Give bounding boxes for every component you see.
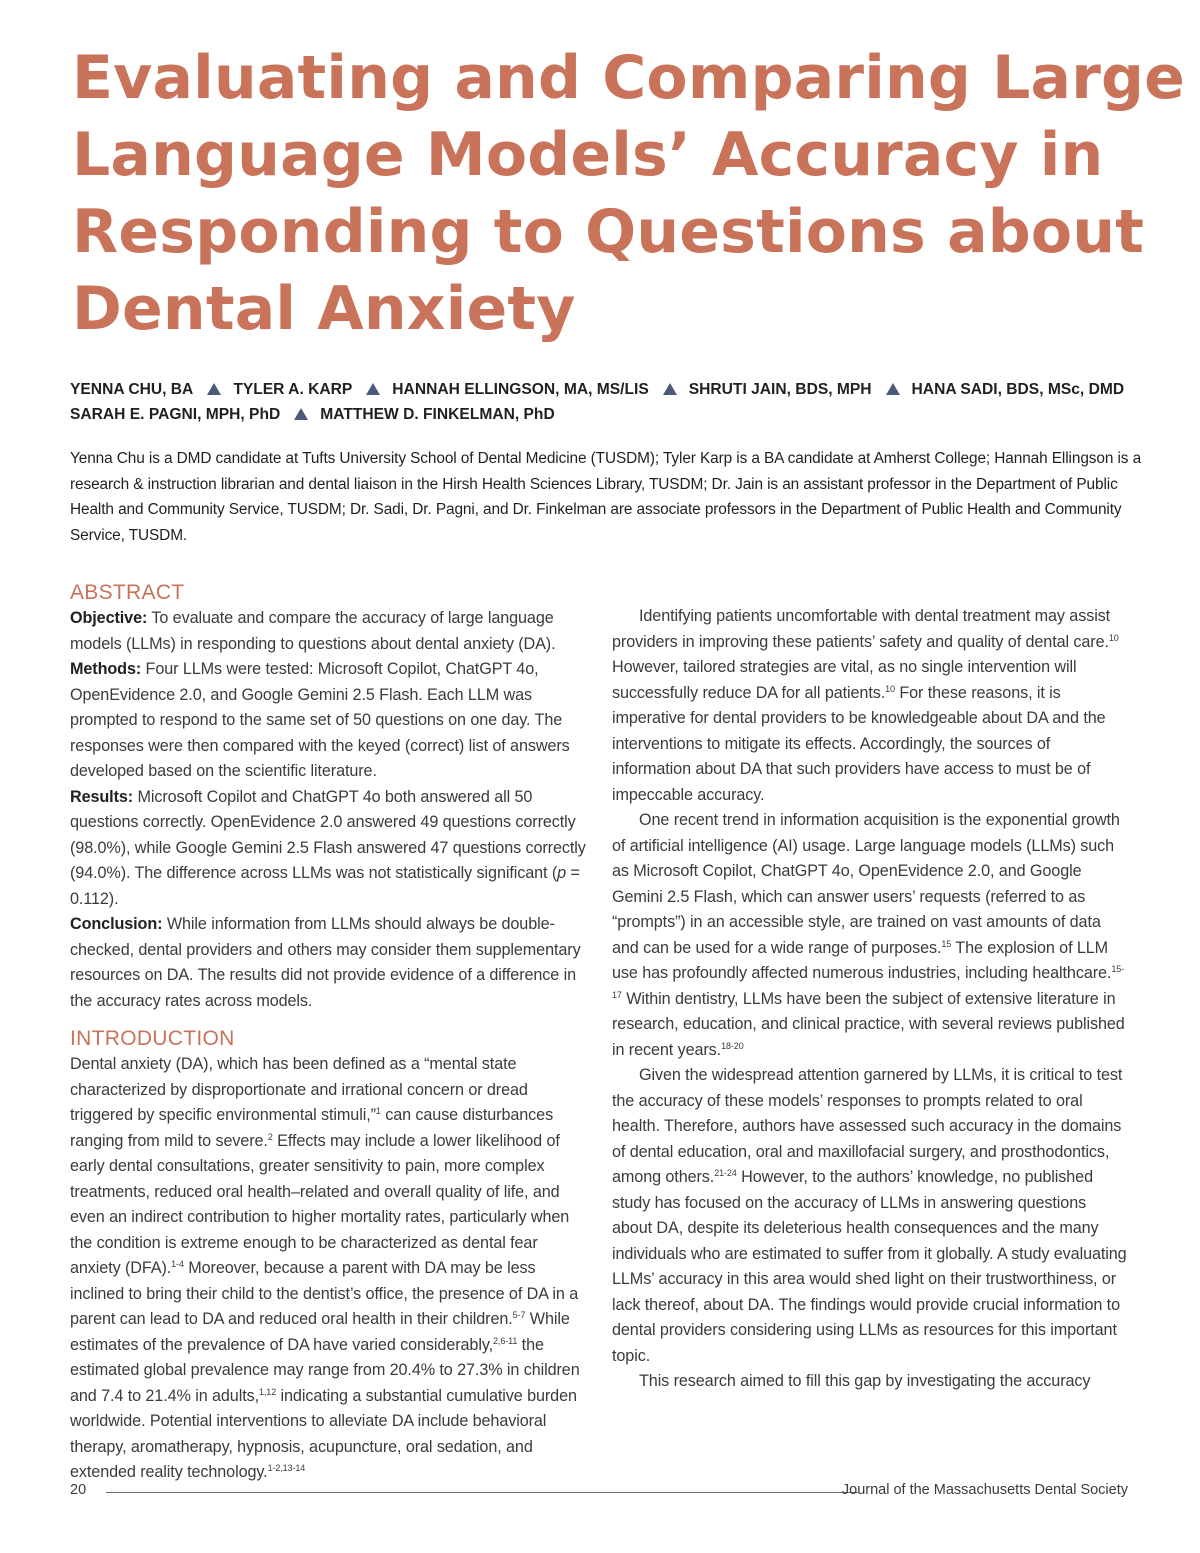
citation: 1-4 bbox=[171, 1259, 184, 1269]
citation: 15 bbox=[941, 938, 952, 949]
author-name: MATTHEW D. FINKELMAN, PhD bbox=[320, 406, 555, 423]
body-text: Moreover, because a parent with DA may be less inclined to bring their child to the dentist’s office, the presence of DA in a parent can lead to DA and reduced oral health in their children. bbox=[70, 1259, 579, 1328]
intro-paragraph bbox=[612, 808, 1130, 1063]
author-name: HANNAH ELLINGSON, MA, MS/LIS bbox=[392, 381, 649, 398]
article-title bbox=[72, 40, 1186, 348]
results-label: Results: bbox=[70, 787, 134, 806]
body-text: indicating a substantial cumulative burden worldwide. Potential interventions to alleviate DA include behavioral therapy, aromatherapy, hypnosis, acupuncture, oral sedation, and extended reality technology. bbox=[70, 1386, 577, 1481]
citation: 2 bbox=[267, 1131, 273, 1142]
author-list bbox=[70, 377, 1170, 427]
body-text: While estimates of the prevalence of DA have varied considerably, bbox=[70, 1310, 570, 1354]
left-column bbox=[70, 580, 590, 1486]
body-text: Given the widespread attention garnered by LLMs, it is critical to test the accuracy of these models’ responses to prompts related to oral health. Therefore, authors have assessed such accuracy in the domains of dental education, oral and maxillofacial surgery, and prosthodontics, among others. bbox=[612, 1066, 1123, 1186]
citation: 5-7 bbox=[512, 1310, 526, 1320]
body-text: However, tailored strategies are vital, as no single intervention will successfully reduce DA for all patients. bbox=[612, 658, 1077, 702]
citation: 21-24 bbox=[714, 1168, 737, 1178]
triangle-separator-icon bbox=[366, 383, 380, 395]
body-text: Within dentistry, LLMs have been the subject of extensive literature in research, education, and clinical practice, with several reviews published in recent years. bbox=[612, 989, 1125, 1059]
triangle-separator-icon bbox=[294, 408, 308, 420]
intro-paragraph bbox=[70, 1052, 590, 1486]
citation: 1-2,13-14 bbox=[267, 1463, 306, 1473]
abstract-results bbox=[70, 785, 590, 913]
citation: 18-20 bbox=[721, 1040, 744, 1051]
journal-name: Journal of the Massachusetts Dental Society bbox=[841, 1482, 1128, 1498]
triangle-separator-icon bbox=[663, 383, 677, 395]
citation: 1 bbox=[375, 1106, 381, 1116]
conclusion-label: Conclusion: bbox=[70, 915, 163, 933]
author-name: SHRUTI JAIN, BDS, MPH bbox=[688, 381, 872, 398]
author-name: TYLER A. KARP bbox=[233, 381, 353, 398]
abstract-conclusion bbox=[70, 912, 590, 1014]
results-text: = 0.112). bbox=[70, 864, 580, 908]
triangle-separator-icon bbox=[886, 383, 900, 395]
conclusion-text: While information from LLMs should always be double-checked, dental providers and others may consider them supplementary resources on DA. The results did not provide evidence of a difference in the accuracy rates across models. bbox=[70, 915, 581, 1010]
abstract-objective bbox=[70, 606, 590, 657]
citation: 15-17 bbox=[612, 964, 1125, 1000]
author-affiliations: Yenna Chu is a DMD candidate at Tufts University School of Dental Medicine (TUSDM); Tyler Karp is a BA candidate at Amherst College; Hannah Ellingson is a research & instruction librarian and dental liaison in the Hirsh Health Sciences Library, TUSDM; Dr. Jain is an assistant professor in the Department of Public Health and Community Service, TUSDM; Dr. Sadi, Dr. Pagni, and Dr. Finkelman are associate professors in the Department of Public Health and Community Service, TUSDM. bbox=[70, 450, 1142, 545]
body-text: the estimated global prevalence may range from 20.4% to 27.3% in children and 7.4 to 21.4% in adults, bbox=[70, 1335, 580, 1405]
objective-label: Objective: bbox=[70, 609, 148, 627]
abstract-methods bbox=[70, 657, 590, 785]
triangle-separator-icon bbox=[207, 383, 221, 395]
title-line: Responding to Questions about bbox=[72, 197, 1145, 267]
body-text: Dental anxiety (DA), which has been defined as a “mental state characterized by disproportionate and irrational concern or dread triggered by specific environmental stimuli,” bbox=[70, 1055, 528, 1124]
citation: 10 bbox=[1108, 632, 1119, 643]
title-line: Evaluating and Comparing Large bbox=[72, 43, 1186, 113]
footer-rule bbox=[106, 1492, 858, 1493]
right-column bbox=[612, 604, 1130, 1395]
body-text: One recent trend in information acquisition is the exponential growth of artificial intelligence (AI) usage. Large language models (LLMs) such as Microsoft Copilot, ChatGPT 4o, OpenEvidence 2.0, and Google Gemini 2.5 Flash, which can answer users’ requests (referred to as “prompts”) in an accessible style, are trained on vast amounts of data and can be used for a wide range of purposes. bbox=[612, 811, 1120, 957]
page-footer bbox=[70, 1482, 1130, 1502]
p-value-symbol: p bbox=[557, 864, 567, 882]
author-name: HANA SADI, BDS, MSc, DMD bbox=[911, 381, 1125, 398]
methods-text: Four LLMs were tested: Microsoft Copilot, ChatGPT 4o, OpenEvidence 2.0, and Google Gemini 2.5 Flash. Each LLM was prompted to respond to the same set of 50 questions on one day. The responses were then compared with the keyed (correct) list of answers developed based on the scientific literature. bbox=[70, 660, 570, 780]
author-name: SARAH E. PAGNI, MPH, PhD bbox=[70, 406, 281, 423]
body-text: Effects may include a lower likelihood of early dental consultations, greater sensitivity to pain, more complex treatments, reduced oral health–related and overall quality of life, and even an indirect contribution to higher mortality rates, particularly when the condition is extreme enough to be characterized as dental fear anxiety (DFA). bbox=[70, 1131, 570, 1277]
title-line: Dental Anxiety bbox=[72, 274, 576, 344]
author-name: YENNA CHU, BA bbox=[70, 381, 194, 398]
body-text: can cause disturbances ranging from mild to severe. bbox=[70, 1106, 554, 1150]
objective-text: To evaluate and compare the accuracy of large language models (LLMs) in responding to questions about dental anxiety (DA). bbox=[70, 609, 556, 653]
page-number: 20 bbox=[70, 1482, 87, 1498]
body-text: Identifying patients uncomfortable with dental treatment may assist providers in improving these patients’ safety and quality of dental care. bbox=[612, 607, 1111, 651]
intro-paragraph: This research aimed to fill this gap by investigating the accuracy bbox=[639, 1372, 1091, 1390]
body-text: However, to the authors’ knowledge, no published study has focused on the accuracy of LLMs in answering questions about DA, despite its deleterious health consequences and the many individuals who are estimated to suffer from it globally. A study evaluating LLMs’ accuracy in this area would shed light on their trustworthiness, or lack thereof, about DA. The findings would provide crucial information to dental providers considering using LLMs as resources for this important topic. bbox=[612, 1168, 1127, 1365]
results-text: Microsoft Copilot and ChatGPT 4o both answered all 50 questions correctly. OpenEvidence 2.0 answered 49 questions correctly (98.0%), while Google Gemini 2.5 Flash answered 47 questions correctly (94.0%). The difference across LLMs was not statistically significant ( bbox=[70, 787, 586, 882]
abstract-heading: ABSTRACT bbox=[70, 581, 185, 604]
title-line: Language Models’ Accuracy in bbox=[72, 120, 1104, 190]
methods-label: Methods: bbox=[70, 660, 142, 678]
body-text: The explosion of LLM use has profoundly affected numerous industries, including healthcare. bbox=[612, 938, 1112, 982]
body-text: For these reasons, it is imperative for dental providers to be knowledgeable about DA and the interventions to mitigate its effects. Accordingly, the sources of information about DA that such providers have access to must be of impeccable accuracy. bbox=[612, 683, 1106, 804]
intro-paragraph bbox=[612, 1063, 1130, 1369]
citation: 2,6-11 bbox=[493, 1335, 518, 1346]
intro-paragraph bbox=[612, 604, 1130, 808]
citation: 10 bbox=[885, 683, 895, 694]
citation: 1,12 bbox=[259, 1386, 277, 1397]
introduction-heading: INTRODUCTION bbox=[70, 1027, 235, 1050]
